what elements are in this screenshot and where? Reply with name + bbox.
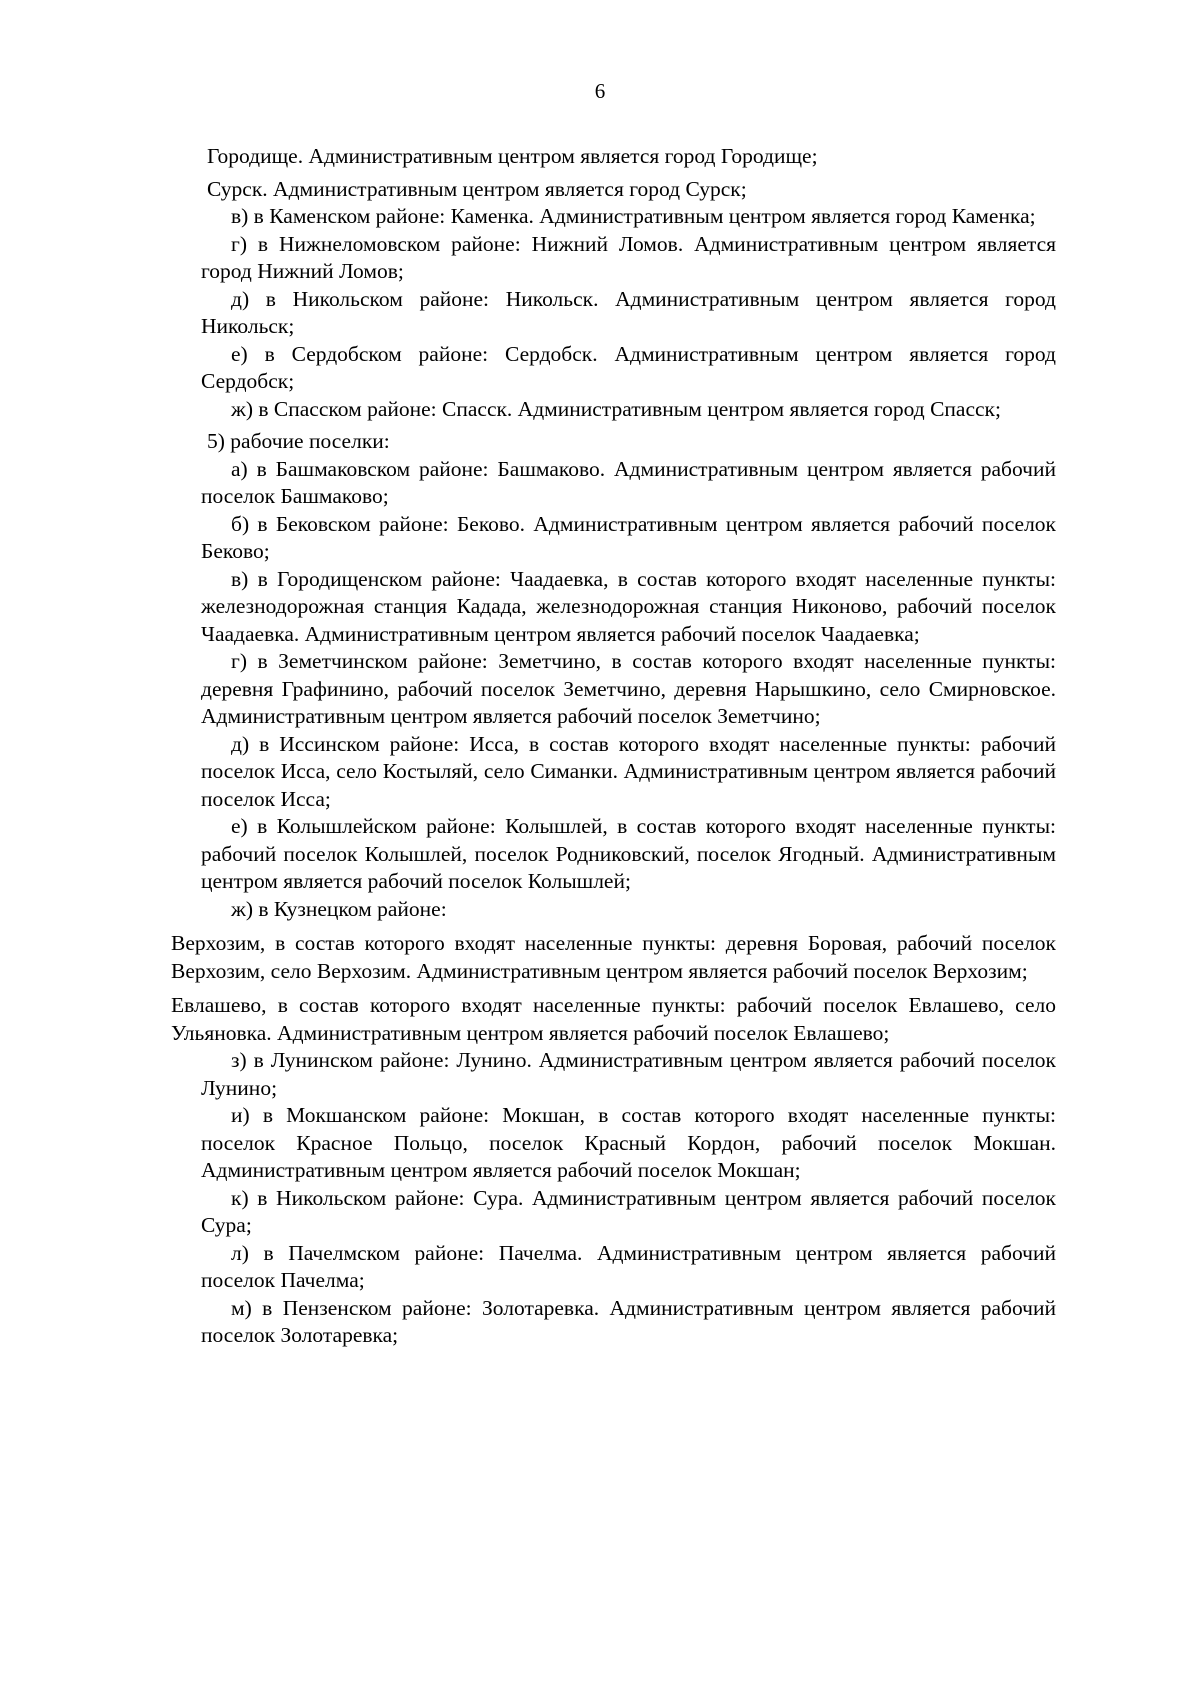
paragraph-nizhny-lomov: г) в Нижнеломовском районе: Нижний Ломов. Административным центром является город Нижний Ломов;: [201, 231, 1056, 283]
paragraph-kolyshley: е) в Колышлейском районе: Колышлей, в состав которого входят населенные пункты: рабочий поселок Колышлей, поселок Родниковский, поселок Ягодный. Административным центром является рабочий поселок Колышлей;: [201, 814, 1056, 893]
paragraph-mokshan: и) в Мокшанском районе: Мокшан, в состав которого входят населенные пункты: поселок Красное Польцо, поселок Красный Кордон, рабочий поселок Мокшан. Административным центром является рабочий поселок Мокшан;: [201, 1103, 1056, 1182]
paragraph-verkhozim: Верхозим, в состав которого входят населенные пункты: деревня Боровая, рабочий поселок Верхозим, село Верхозим. Административным центром является рабочий поселок Верхозим;: [171, 931, 1056, 983]
paragraph-spassk: ж) в Спасском районе: Спасск. Административным центром является город Спасск;: [231, 396, 1001, 421]
paragraph-bekovo: б) в Бековском районе: Беково. Административным центром является рабочий поселок Беково;: [201, 511, 1056, 563]
paragraph-kamenka: в) в Каменском районе: Каменка. Административным центром является город Каменка;: [231, 204, 1036, 228]
paragraph-bashmakovo: а) в Башмаковском районе: Башмаково. Административным центром является рабочий поселок Башмаково;: [201, 456, 1056, 508]
paragraph-chaadaevka: в) в Городищенском районе: Чаадаевка, в состав которого входят населенные пункты: железнодорожная станция Кадада, железнодорожная станция Никоново, рабочий поселок Чаадаевка. Административным центром является рабочий поселок Чаадаевка;: [201, 566, 1056, 646]
paragraph-serdobsk: е) в Сердобском районе: Сердобск. Административным центром является город Сердобск;: [201, 341, 1056, 393]
paragraph-lunino: з) в Лунинском районе: Лунино. Административным центром является рабочий поселок Лунино;: [201, 1048, 1056, 1100]
paragraph-zemetchino: г) в Земетчинском районе: Земетчино, в состав которого входят населенные пункты: деревня Графинино, рабочий поселок Земетчино, деревня Нарышкино, село Смирновское. Административным центром является рабочий поселок Земетчино;: [201, 649, 1056, 728]
document-body: [171, 143, 1056, 1350]
paragraph-sursk: Сурск. Административным центром является город Сурск;: [207, 176, 747, 201]
paragraph-issa: д) в Иссинском районе: Исса, в состав которого входят населенные пункты: рабочий поселок Исса, село Костыляй, село Симанки. Административным центром является рабочий поселок Исса;: [201, 731, 1056, 811]
paragraph-sura: к) в Никольском районе: Сура. Административным центром является рабочий поселок Сура;: [201, 1185, 1056, 1237]
paragraph-pachelma: л) в Пачелмском районе: Пачелма. Административным центром является рабочий поселок Пачелма;: [201, 1240, 1056, 1292]
section-heading-settlements: 5) рабочие поселки:: [207, 429, 390, 453]
page-number: 6: [594, 79, 606, 103]
paragraph-gorodishche: Городище. Административным центром является город Городище;: [207, 144, 818, 168]
paragraph-kuznetsk-heading: ж) в Кузнецком районе:: [231, 896, 447, 921]
paragraph-zolotarevka: м) в Пензенском районе: Золотаревка. Административным центром является рабочий поселок Золотаревка;: [201, 1295, 1056, 1347]
paragraph-evlashevo: Евлашево, в состав которого входят населенные пункты: рабочий поселок Евлашево, село Ульяновка. Административным центром является рабочий поселок Евлашево;: [171, 993, 1056, 1045]
paragraph-nikolsk: д) в Никольском районе: Никольск. Административным центром является город Никольск;: [201, 286, 1056, 338]
